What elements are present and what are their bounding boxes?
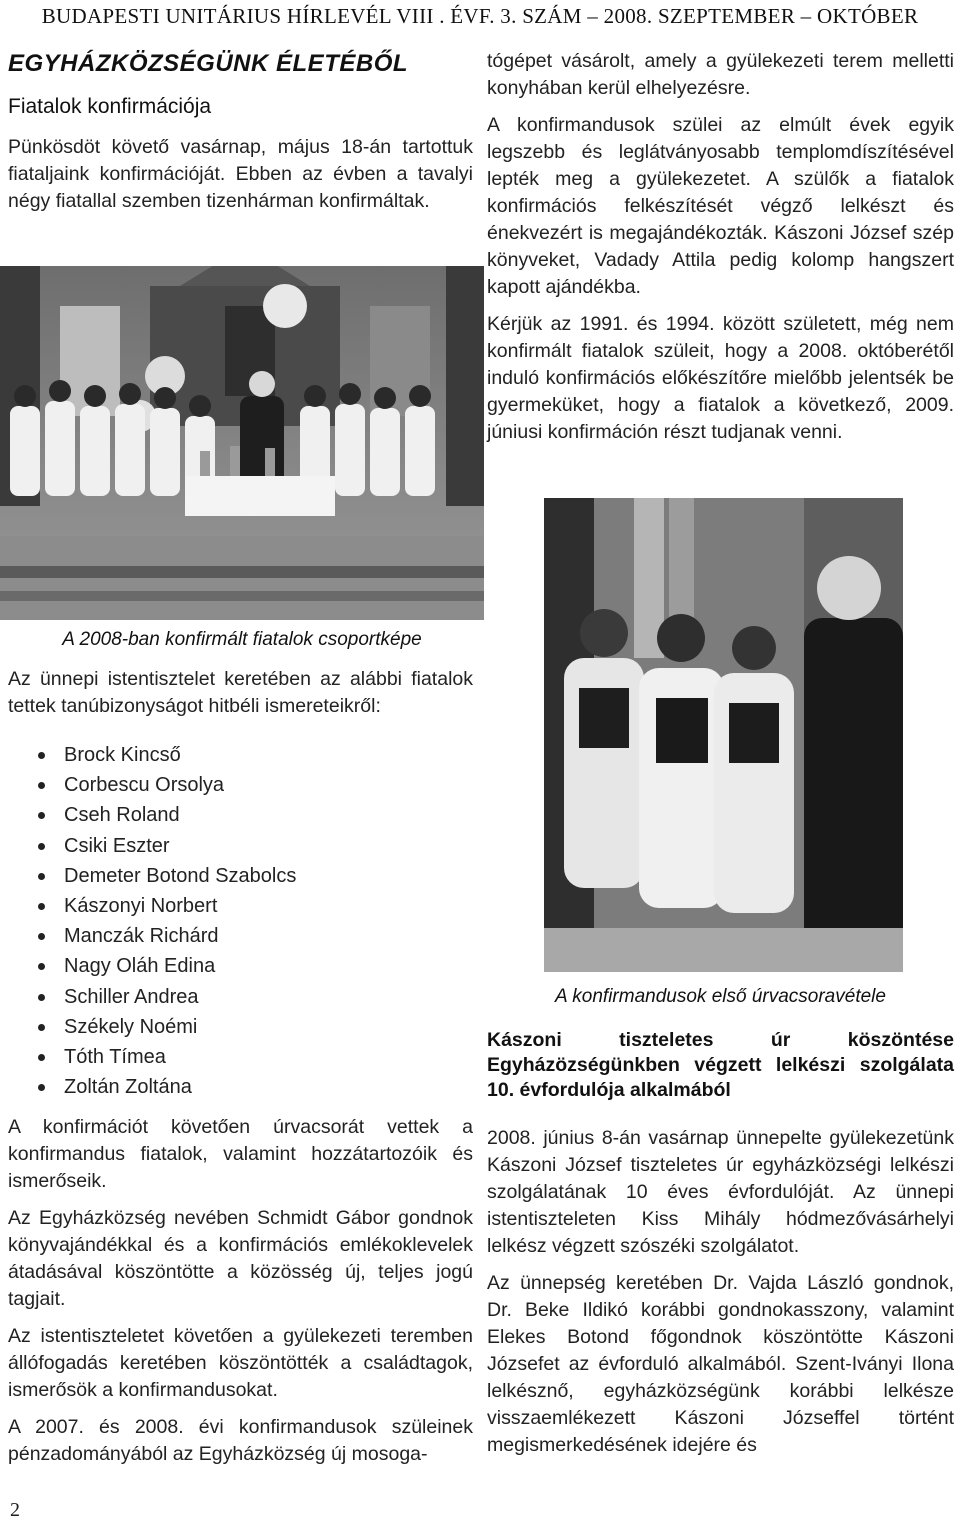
list-item: Demeter Botond Szabolcs	[8, 861, 473, 891]
left-column	[8, 50, 473, 225]
list-item: Manczák Richárd	[8, 921, 473, 951]
group-photo	[0, 266, 484, 620]
list-item: Brock Kincső	[8, 740, 473, 770]
list-item: Csiki Eszter	[8, 831, 473, 861]
list-item: Schiller Andrea	[8, 982, 473, 1012]
article2-title: Kászoni tiszteletes úr köszöntése Egyházözségünkben végzett lelkészi szolgálata 10. évfordulója alkalmából	[487, 1029, 954, 1101]
list-item: Tóth Tímea	[8, 1042, 473, 1072]
group-photo-caption: A 2008-ban konfirmált fiatalok csoportképe	[62, 629, 422, 650]
communion-photo	[544, 498, 903, 972]
list-intro: Az ünnepi istentisztelet keretében az alábbi fiatalok tettek tanúbizonyságot hitbéli ismereteikről:	[8, 668, 473, 717]
communion-photo-caption: A konfirmandusok első úrvacsoravétele	[555, 986, 886, 1007]
communion-photo-image	[544, 498, 903, 972]
confirmand-list	[8, 740, 473, 1102]
reception-paragraph: Az istentiszteletet követően a gyülekezeti teremben állófogadás keretében köszöntötték a családtagok, ismerősök a konfirmandusokat.	[8, 1325, 473, 1402]
list-item: Zoltán Zoltána	[8, 1072, 473, 1102]
decoration-paragraph: A konfirmandusok szülei az elmúlt évek egyik legszebb és leglátványosabb templomdíszítésével lepték meg a gyülekezetet. A szülők a fiatalok konfirmációs felkészítését végző lelkészt és énekvezért is megajándékozták. Kászoni József szép könyveket, Vadady Attila pedig kolomp hangszert kapott ajándékba.	[487, 114, 954, 298]
celebration-paragraph: Az ünnepség keretében Dr. Vajda László gondnok, Dr. Beke Ildikó korábbi gondnokasszony, valamint Elekes Botond főgondnok köszöntötte Kászoni Józsefet az évforduló alkalmából. Szent-Iványi Ilona lelkésznő, egyházközségünk korábbi lelkésze visszaemlékezett Kászoni Józseffel történt megismerkedésének idejére és	[487, 1272, 954, 1456]
communion-paragraph: A konfirmációt követően úrvacsorát vettek a konfirmandus fiatalok, valamint hozzátartozóik és ismerőseik.	[8, 1116, 473, 1193]
page-number: 2	[10, 1499, 20, 1521]
donation-paragraph-end: tógépet vásárolt, amely a gyülekezeti terem melletti konyhában kerül elhelyezésre.	[487, 50, 954, 99]
anniversary-paragraph: 2008. június 8-án vasárnap ünnepelte gyülekezetünk Kászoni József tiszteletes úr egyházközségi lelkészi szolgálatának 10 éves évfordulóját. Az ünnepi istentiszteleten Kiss Mihály hódmezővásárhelyi lelkész végzett szószéki szolgálatot.	[487, 1127, 954, 1257]
list-item: Cseh Roland	[8, 800, 473, 830]
list-item: Corbescu Orsolya	[8, 770, 473, 800]
list-item: Székely Noémi	[8, 1012, 473, 1042]
right-column	[487, 48, 954, 456]
request-paragraph: Kérjük az 1991. és 1994. között született, még nem konfirmált fiatalok szüleit, hogy a 2008. októberétől induló konfirmációs előkészítőre mielőbb jelentsék be gyermeküket, hogy a fiatalok a következő, 2009. júniusi konfirmáción részt tudjanak venni.	[487, 313, 954, 443]
left-column-lower	[8, 666, 473, 1478]
gift-paragraph: Az Egyházközség nevében Schmidt Gábor gondnok könyvajándékkal és a konfirmációs emlékoklevelek átadásával köszöntötte a közösség új, teljes jogú tagjait.	[8, 1207, 473, 1311]
article-title: Fiatalok konfirmációja	[8, 95, 212, 118]
intro-paragraph: Pünkösdöt követő vasárnap, május 18-án tartottuk fiataljaink konfirmációját. Ebben az évben a tavalyi négy fiatallal szemben tizenhárman konfirmáltak.	[8, 136, 473, 212]
donation-paragraph-start: A 2007. és 2008. évi konfirmandusok szüleinek pénzadományából az Egyházközség új mosoga-	[8, 1416, 473, 1466]
right-column-lower	[487, 1028, 954, 1469]
list-item: Kászonyi Norbert	[8, 891, 473, 921]
group-photo-image	[0, 266, 484, 620]
list-item: Nagy Oláh Edina	[8, 951, 473, 981]
section-title: EGYHÁZKÖZSÉGÜNK ÉLETÉBŐL	[8, 50, 409, 77]
running-header: BUDAPESTI UNITÁRIUS HÍRLEVÉL VIII . ÉVF. 3. SZÁM – 2008. SZEPTEMBER – OKTÓBER	[41, 4, 919, 28]
